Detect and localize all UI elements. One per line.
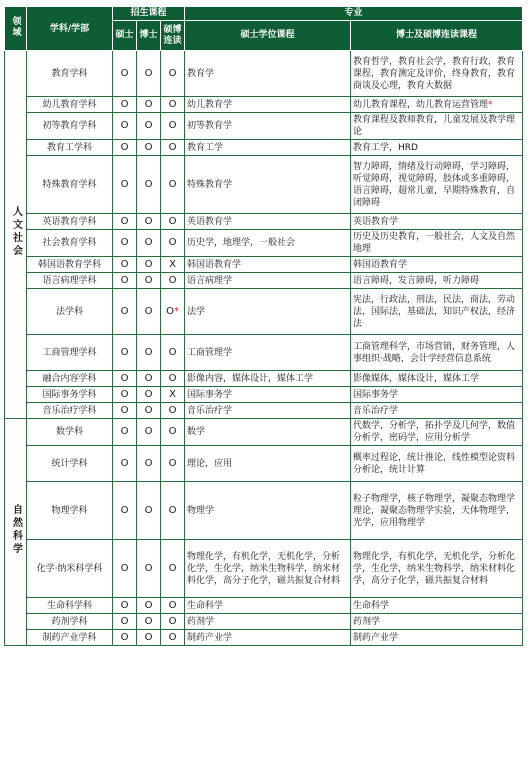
table-row xyxy=(5,230,523,257)
dept-cell: 教育工学科 xyxy=(27,140,113,156)
combined-mark-value: X xyxy=(169,388,176,400)
master-mark: O xyxy=(113,446,137,482)
dept-cell: 制药产业学科 xyxy=(27,630,113,646)
master-course-cell: 特殊教育学 xyxy=(185,156,351,214)
master-mark: O xyxy=(113,630,137,646)
master-course-cell: 语言病理学 xyxy=(185,273,351,289)
doctor-course-cell xyxy=(351,482,523,540)
master-course-cell: 影像内容，媒体设计，媒体工学 xyxy=(185,371,351,387)
doctor-mark: O xyxy=(137,540,161,598)
master-mark: O xyxy=(113,51,137,97)
header-doctor: 博士 xyxy=(137,21,161,51)
combined-mark-value: O xyxy=(168,178,177,190)
table-row xyxy=(5,97,523,113)
doctor-course-cell xyxy=(351,140,523,156)
table-row xyxy=(5,614,523,630)
doctor-mark: O xyxy=(137,614,161,630)
header-dept: 学科/学部 xyxy=(27,7,113,51)
doctor-course-cell xyxy=(351,335,523,371)
doctor-course-text: 语言障碍，发言障碍，听力障碍 xyxy=(353,275,480,286)
doctor-course-text: 药剂学 xyxy=(353,616,381,627)
combined-mark-value: O xyxy=(168,504,177,516)
field-cell xyxy=(5,51,27,419)
table-row xyxy=(5,540,523,598)
field-label: 自然科学 xyxy=(10,503,22,556)
table-row xyxy=(5,630,523,646)
dept-cell: 物理学科 xyxy=(27,482,113,540)
combined-mark-value: O xyxy=(168,215,177,227)
master-mark: O xyxy=(113,614,137,630)
doctor-course-cell xyxy=(351,598,523,614)
dept-cell: 化学·纳米科学科 xyxy=(27,540,113,598)
master-mark: O xyxy=(113,335,137,371)
doctor-course-text: 物理化学，有机化学，无机化学，分析化学，生化学，纳米生物科学，纳米材料化学，高分子化学，磁共振复合材料 xyxy=(353,551,516,586)
table-row xyxy=(5,335,523,371)
combined-mark-value: O xyxy=(168,562,177,574)
doctor-course-cell xyxy=(351,230,523,257)
dept-cell: 融合内容学科 xyxy=(27,371,113,387)
master-mark: O xyxy=(113,214,137,230)
dept-cell: 法学科 xyxy=(27,289,113,335)
doctor-mark: O xyxy=(137,630,161,646)
footnote-star: * xyxy=(173,305,179,317)
program-table xyxy=(4,6,523,646)
doctor-course-cell xyxy=(351,371,523,387)
doctor-course-text: 国际事务学 xyxy=(353,389,399,400)
table-row xyxy=(5,371,523,387)
combined-mark xyxy=(161,335,185,371)
master-course-cell: 国际事务学 xyxy=(185,387,351,403)
doctor-mark: O xyxy=(137,403,161,419)
table-body xyxy=(5,51,523,646)
doctor-course-text: 代数学，分析学，拓扑学及几何学，数值分析学，密码学，应用分析学 xyxy=(353,421,516,443)
doctor-course-cell xyxy=(351,113,523,140)
doctor-course-cell xyxy=(351,51,523,97)
doctor-course-cell xyxy=(351,614,523,630)
doctor-mark: O xyxy=(137,230,161,257)
doctor-course-cell xyxy=(351,156,523,214)
combined-mark-value: O xyxy=(168,615,177,627)
dept-cell: 英语教育学科 xyxy=(27,214,113,230)
doctor-course-text: 教育课程及教师教育，儿童发展及教学理论 xyxy=(353,115,516,137)
combined-mark xyxy=(161,257,185,273)
combined-mark-value: O xyxy=(168,237,177,248)
doctor-mark: O xyxy=(137,214,161,230)
dept-cell: 生命科学科 xyxy=(27,598,113,614)
dept-cell: 统计学科 xyxy=(27,446,113,482)
master-mark: O xyxy=(113,273,137,289)
master-mark: O xyxy=(113,140,137,156)
master-mark: O xyxy=(113,540,137,598)
program-table-wrapper xyxy=(4,6,523,646)
doctor-mark: O xyxy=(137,387,161,403)
combined-mark xyxy=(161,230,185,257)
master-mark: O xyxy=(113,387,137,403)
doctor-mark: O xyxy=(137,257,161,273)
dept-cell: 初等教育学科 xyxy=(27,113,113,140)
table-row xyxy=(5,51,523,97)
dept-cell: 药剂学科 xyxy=(27,614,113,630)
doctor-course-text: 教育哲学，教育社会学，教育行政，教育课程，教育测定及评价，终身教育，教育商谈及心理，教育大数据 xyxy=(353,56,516,91)
doctor-course-cell xyxy=(351,630,523,646)
dept-cell: 工商管理学科 xyxy=(27,335,113,371)
table-row xyxy=(5,446,523,482)
doctor-course-text: 幼儿教育课程，幼儿教育运营管理 xyxy=(353,99,489,110)
header-field: 领域 xyxy=(5,7,27,51)
doctor-mark: O xyxy=(137,113,161,140)
table-row xyxy=(5,387,523,403)
master-course-cell: 音乐治疗学 xyxy=(185,403,351,419)
doctor-mark: O xyxy=(137,419,161,446)
header-combined: 硕博连读 xyxy=(161,21,185,51)
dept-cell: 韩国语教育学科 xyxy=(27,257,113,273)
doctor-course-text: 宪法，行政法，刑法，民法，商法，劳动法，国际法，基础法，知识产权法，经济法 xyxy=(353,294,516,329)
dept-cell: 教育学科 xyxy=(27,51,113,97)
table-row xyxy=(5,482,523,540)
doctor-mark: O xyxy=(137,51,161,97)
master-course-cell: 理论，应用 xyxy=(185,446,351,482)
table-row xyxy=(5,403,523,419)
doctor-course-text: 音乐治疗学 xyxy=(353,405,399,416)
doctor-course-text: 影像媒体，媒体设计，媒体工学 xyxy=(353,373,480,384)
combined-mark-value: O xyxy=(168,426,177,437)
dept-cell: 音乐治疗学科 xyxy=(27,403,113,419)
table-row xyxy=(5,419,523,446)
master-course-cell: 教育工学 xyxy=(185,140,351,156)
doctor-course-cell xyxy=(351,273,523,289)
combined-mark xyxy=(161,630,185,646)
combined-mark-value: O xyxy=(168,372,177,384)
doctor-course-text: 工商管理科学，市场营销，财务管理，人事组织·战略，会计学经营信息系统 xyxy=(353,341,516,364)
doctor-course-text: 粒子物理学，核子物理学，凝聚态物理学理论，凝聚态物理学实验，天体物理学，光学，应用物理学 xyxy=(353,493,516,528)
header-doctor-course: 博士及硕博连读课程 xyxy=(351,21,523,51)
combined-mark xyxy=(161,446,185,482)
master-mark: O xyxy=(113,598,137,614)
dept-cell: 国际事务学科 xyxy=(27,387,113,403)
master-course-cell: 制药产业学 xyxy=(185,630,351,646)
combined-mark xyxy=(161,140,185,156)
header-major: 专业 xyxy=(185,7,523,21)
combined-mark-value: X xyxy=(169,258,176,270)
combined-mark xyxy=(161,371,185,387)
combined-mark-value: O xyxy=(168,599,177,611)
dept-cell: 幼儿教育学科 xyxy=(27,97,113,113)
combined-mark xyxy=(161,289,185,335)
doctor-course-cell xyxy=(351,214,523,230)
doctor-course-cell xyxy=(351,419,523,446)
dept-cell: 数学科 xyxy=(27,419,113,446)
doctor-course-cell xyxy=(351,97,523,113)
dept-cell: 语言病理学科 xyxy=(27,273,113,289)
doctor-course-text: 概率过程论，统计推论，线性模型论资料分析论，统计计算 xyxy=(353,452,516,475)
master-course-cell: 幼儿教育学 xyxy=(185,97,351,113)
field-cell xyxy=(5,419,27,646)
doctor-course-text: 英语教育学 xyxy=(353,216,399,227)
master-course-cell: 数学 xyxy=(185,419,351,446)
doctor-mark: O xyxy=(137,140,161,156)
combined-mark-value: O xyxy=(168,120,177,131)
doctor-mark: O xyxy=(137,335,161,371)
doctor-course-text: 生命科学 xyxy=(353,600,390,611)
master-mark: O xyxy=(113,403,137,419)
doctor-mark: O xyxy=(137,482,161,540)
master-mark: O xyxy=(113,419,137,446)
header-admission: 招生课程 xyxy=(113,7,185,21)
master-course-cell: 历史学，地理学，一般社会 xyxy=(185,230,351,257)
table-row xyxy=(5,257,523,273)
combined-mark-value: O xyxy=(168,631,177,643)
master-mark: O xyxy=(113,113,137,140)
doctor-course-text: 韩国语教育学 xyxy=(353,259,408,270)
master-course-cell: 韩国语教育学 xyxy=(185,257,351,273)
master-course-cell: 生命科学 xyxy=(185,598,351,614)
combined-mark xyxy=(161,113,185,140)
doctor-course-cell xyxy=(351,257,523,273)
combined-mark-value: O xyxy=(168,457,177,469)
dept-cell: 社会教育学科 xyxy=(27,230,113,257)
table-row xyxy=(5,289,523,335)
master-mark: O xyxy=(113,97,137,113)
combined-mark xyxy=(161,540,185,598)
combined-mark-value: O xyxy=(168,346,177,358)
master-course-cell: 物理化学，有机化学，无机化学，分析化学，生化学，纳米生物科学，纳米材料化学，高分子化学，磁共振复合材料 xyxy=(185,540,351,598)
doctor-course-text: 智力障碍，情绪及行动障碍，学习障碍，听觉障碍，视觉障碍，肢体或多重障碍，语言障碍，超常儿童，早期特殊教育，自闭障碍 xyxy=(353,161,516,208)
combined-mark-value: O xyxy=(168,98,177,110)
doctor-course-cell xyxy=(351,387,523,403)
master-mark: O xyxy=(113,156,137,214)
combined-mark xyxy=(161,156,185,214)
master-course-cell: 初等教育学 xyxy=(185,113,351,140)
combined-mark-value: O xyxy=(168,141,177,153)
master-course-cell: 英语教育学 xyxy=(185,214,351,230)
doctor-mark: O xyxy=(137,97,161,113)
doctor-mark: O xyxy=(137,156,161,214)
combined-mark xyxy=(161,387,185,403)
doctor-mark: O xyxy=(137,371,161,387)
table-row xyxy=(5,214,523,230)
combined-mark-value: O xyxy=(168,274,177,286)
footnote-star: * xyxy=(488,99,493,110)
doctor-mark: O xyxy=(137,446,161,482)
combined-mark-value: O xyxy=(168,67,177,79)
master-course-cell: 工商管理学 xyxy=(185,335,351,371)
dept-cell: 特殊教育学科 xyxy=(27,156,113,214)
doctor-course-cell xyxy=(351,540,523,598)
doctor-course-text: 历史及历史教育，一般社会，人文及自然地理 xyxy=(353,232,516,254)
master-course-cell: 法学 xyxy=(185,289,351,335)
master-mark: O xyxy=(113,482,137,540)
combined-mark-value: O xyxy=(166,305,174,317)
doctor-course-cell xyxy=(351,289,523,335)
master-mark: O xyxy=(113,257,137,273)
header-master: 硕士 xyxy=(113,21,137,51)
combined-mark xyxy=(161,51,185,97)
table-row xyxy=(5,140,523,156)
master-mark: O xyxy=(113,230,137,257)
doctor-mark: O xyxy=(137,273,161,289)
combined-mark xyxy=(161,403,185,419)
table-row xyxy=(5,156,523,214)
doctor-course-cell xyxy=(351,446,523,482)
combined-mark xyxy=(161,214,185,230)
table-row xyxy=(5,273,523,289)
table-header xyxy=(5,7,523,51)
master-course-cell: 药剂学 xyxy=(185,614,351,630)
combined-mark xyxy=(161,614,185,630)
doctor-course-text: 教育工学，HRD xyxy=(353,142,418,153)
combined-mark xyxy=(161,482,185,540)
combined-mark-value: O xyxy=(168,404,177,416)
table-row xyxy=(5,598,523,614)
combined-mark xyxy=(161,419,185,446)
table-row xyxy=(5,113,523,140)
master-mark: O xyxy=(113,371,137,387)
combined-mark xyxy=(161,273,185,289)
doctor-mark: O xyxy=(137,289,161,335)
doctor-mark: O xyxy=(137,598,161,614)
combined-mark xyxy=(161,97,185,113)
master-mark: O xyxy=(113,289,137,335)
header-master-course: 硕士学位课程 xyxy=(185,21,351,51)
master-course-cell: 教育学 xyxy=(185,51,351,97)
field-label: 人文社会 xyxy=(10,206,22,258)
combined-mark xyxy=(161,598,185,614)
doctor-course-cell xyxy=(351,403,523,419)
master-course-cell: 物理学 xyxy=(185,482,351,540)
doctor-course-text: 制药产业学 xyxy=(353,632,399,643)
